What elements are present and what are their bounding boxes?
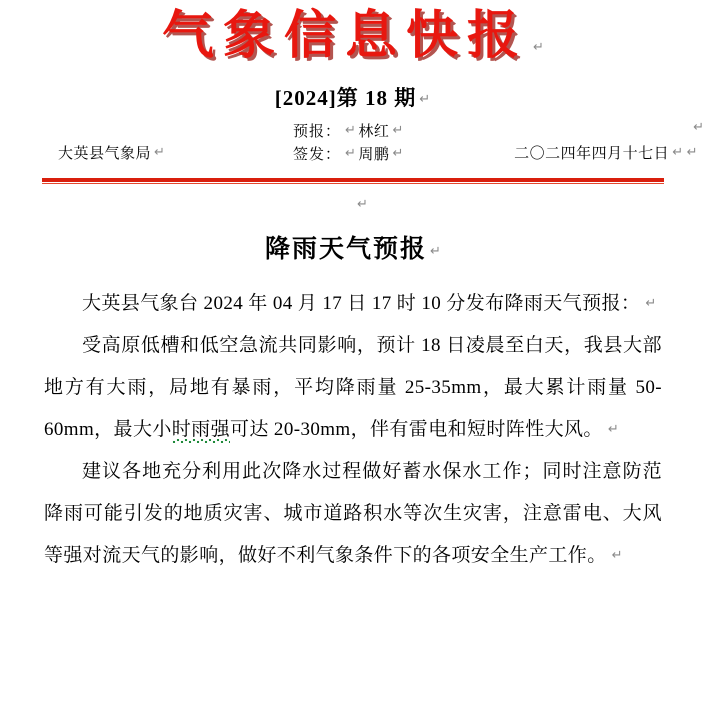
paragraph-mark-icon: ↵ — [154, 145, 166, 161]
paragraph-mark-icon: ↵ — [430, 244, 441, 260]
paragraph-mark-icon: ↵ — [357, 197, 368, 213]
header-trailing-mark — [688, 120, 704, 138]
section-heading — [0, 229, 706, 265]
body-paragraph-2-text-after: 可达 20-30mm，伴有雷电和短时阵性大风。 — [229, 419, 603, 441]
issue-number-text: [2024]第 18 期 — [274, 86, 417, 111]
issuing-office-text: 大英县气象局 — [58, 146, 152, 163]
paragraph-mark-icon: ↵ — [345, 123, 357, 139]
paragraph-mark-icon: ↵ — [611, 548, 623, 564]
paragraph-mark-icon: ↵ — [693, 120, 704, 136]
body-paragraph-2-text-before: 受高原低槽和低空急流共同影响，预计 18 日凌晨至白天，我县大部地方有大雨，局地有暴雨，平均降雨量 25-35mm，最大累计雨量 50-60mm，最大小 — [44, 335, 662, 441]
body-paragraph-1-text: 大英县气象台 2024 年 04 月 17 日 17 时 10 分发布降雨天气预报： — [82, 293, 641, 315]
issue-line — [0, 82, 706, 112]
paragraph-mark-icon: ↵ — [345, 146, 357, 162]
paragraph-mark-icon: ↵ — [533, 40, 544, 55]
body-paragraph-1 — [44, 283, 662, 325]
section-heading-text: 降雨天气预报 — [265, 234, 428, 264]
masthead — [0, 0, 706, 64]
paragraph-mark-icon: ↵ — [607, 422, 620, 438]
masthead-title-text: 气象信息快报 — [162, 6, 529, 66]
masthead-title — [162, 8, 544, 64]
forecaster-value: 林红 — [358, 124, 390, 141]
issuer-row — [293, 143, 404, 166]
forecaster-label: 预报： — [293, 124, 342, 141]
issuing-office — [58, 142, 165, 163]
red-divider-rule — [42, 178, 664, 185]
header-meta-center — [293, 120, 404, 166]
forecaster-row — [293, 120, 404, 143]
document-body — [44, 283, 662, 577]
paragraph-mark-icon: ↵ — [686, 145, 698, 161]
divider-thin-line — [42, 183, 664, 184]
header-meta-block — [0, 120, 706, 178]
body-paragraph-3-text: 建议各地充分利用此次降水过程做好蓄水保水工作；同时注意防范降雨可能引发的地质灾害、城市道路积水等次生灾害，注意雷电、大风等强对流天气的影响，做好不利气象条件下的各项安全生产工作。 — [44, 461, 662, 567]
paragraph-mark-icon: ↵ — [419, 92, 432, 108]
issuer-label: 签发： — [293, 147, 342, 164]
issuer-value: 周鹏 — [358, 147, 390, 164]
paragraph-mark-icon: ↵ — [672, 145, 684, 161]
blank-paragraph-row — [0, 185, 706, 227]
spellcheck-flagged-text[interactable]: 时雨强 — [172, 419, 230, 443]
divider-thick-line — [42, 178, 664, 182]
paragraph-mark-icon: ↵ — [392, 123, 404, 139]
issue-date-text: 二〇二四年四月十七日 — [514, 146, 670, 163]
paragraph-mark-icon: ↵ — [392, 146, 404, 162]
issue-date — [514, 142, 698, 163]
body-paragraph-2 — [44, 325, 662, 451]
paragraph-mark-icon: ↵ — [645, 296, 657, 312]
body-paragraph-3 — [44, 451, 662, 577]
